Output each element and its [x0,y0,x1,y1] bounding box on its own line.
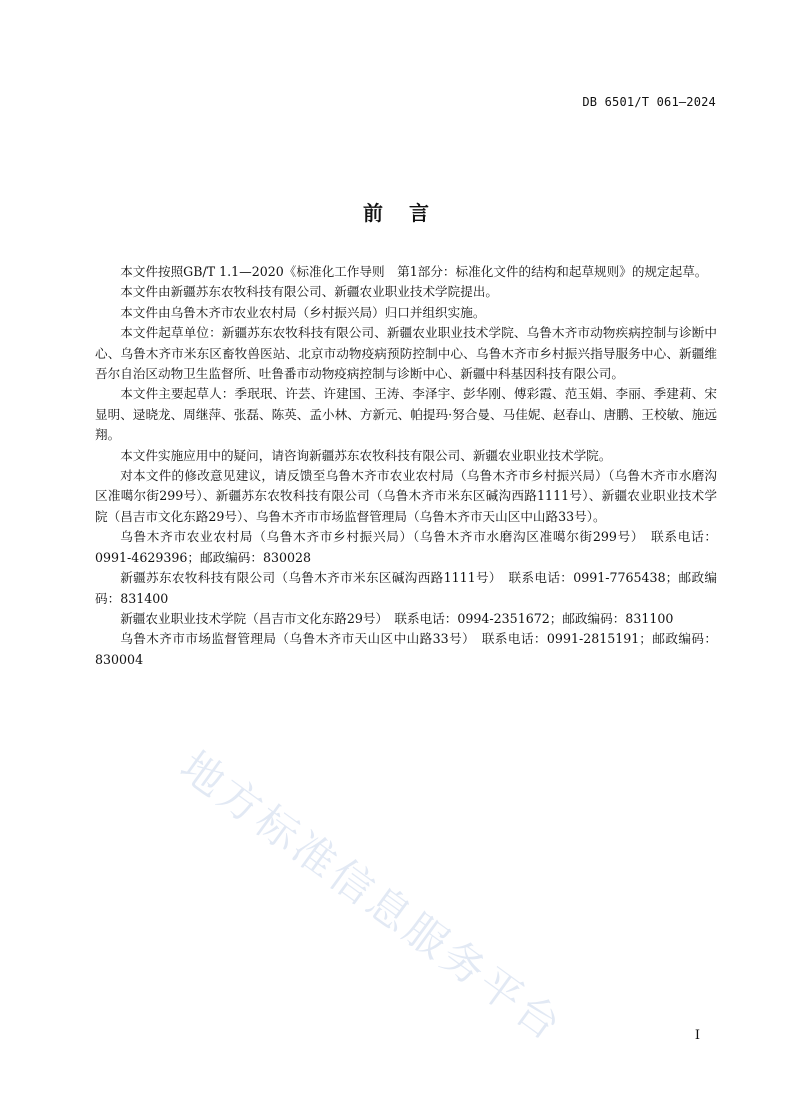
contact-sudong-company: 新疆苏东农牧科技有限公司（乌鲁木齐市米东区碱沟西路1111号） 联系电话：0991-7765438；邮政编码：831400 [95,570,717,606]
paragraph-feedback: 对本文件的修改意见建议，请反馈至乌鲁木齐市农业农村局（乌鲁木齐市乡村振兴局）（乌鲁木齐市水磨沟区准噶尔街299号）、新疆苏东农牧科技有限公司（乌鲁木齐市米东区碱沟西路1111号）、新疆农业职业技术学院（昌吉市文化东路29号）、乌鲁木齐市市场监督管理局（乌鲁木齐市天山区中山路33号）。 [95,468,717,524]
page-number: I [694,1028,700,1043]
paragraph-drafting-units: 本文件起草单位：新疆苏东农牧科技有限公司、新疆农业职业技术学院、乌鲁木齐市动物疾病控制与诊断中心、乌鲁木齐市米东区畜牧兽医站、北京市动物疫病预防控制中心、乌鲁木齐市乡村振兴指导服务中心、新疆维吾尔自治区动物卫生监督所、吐鲁番市动物疫病控制与诊断中心、新疆中科基因科技有限公司。 [95,325,717,382]
paragraph-proposer: 本文件由新疆苏东农牧科技有限公司、新疆农业职业技术学院提出。 [120,284,498,300]
paragraph-drafting-basis: 本文件按照GB/T 1.1—2020《标准化工作导则 第1部分：标准化文件的结构和起草规则》的规定起草。 [120,264,708,279]
document-code: DB 6501/T 061—2024 [582,95,716,109]
paragraph-inquiries: 本文件实施应用中的疑问，请咨询新疆苏东农牧科技有限公司、新疆农业职业技术学院。 [120,447,612,463]
contact-market-bureau: 乌鲁木齐市市场监督管理局（乌鲁木齐市天山区中山路33号） 联系电话：0991-2815191；邮政编码：830004 [95,631,717,667]
contact-agriculture-bureau: 乌鲁木齐市农业农村局（乌鲁木齐市乡村振兴局）（乌鲁木齐市水磨沟区准噶尔街299号） 联系电话：0991-4629396；邮政编码：830028 [95,529,717,565]
paragraph-administrator: 本文件由乌鲁木齐市农业农村局（乡村振兴局）归口并组织实施。 [120,304,486,320]
document-body [95,262,717,670]
page-title: 前言 [363,201,455,225]
contact-agri-college: 新疆农业职业技术学院（昌吉市文化东路29号） 联系电话：0994-2351672；邮政编码：831100 [120,610,674,626]
watermark: 地方标准信息服务平台 [171,741,573,1052]
paragraph-drafters: 本文件主要起草人：季珉珉、许芸、许建国、王涛、李泽宇、彭华刚、傅彩霞、范玉娟、李丽、季建莉、宋显明、逯晓龙、周继萍、张磊、陈英、孟小林、方新元、帕提玛·努合曼、马佳妮、赵春山、唐鹏、王校敏、施远翔。 [95,386,717,443]
